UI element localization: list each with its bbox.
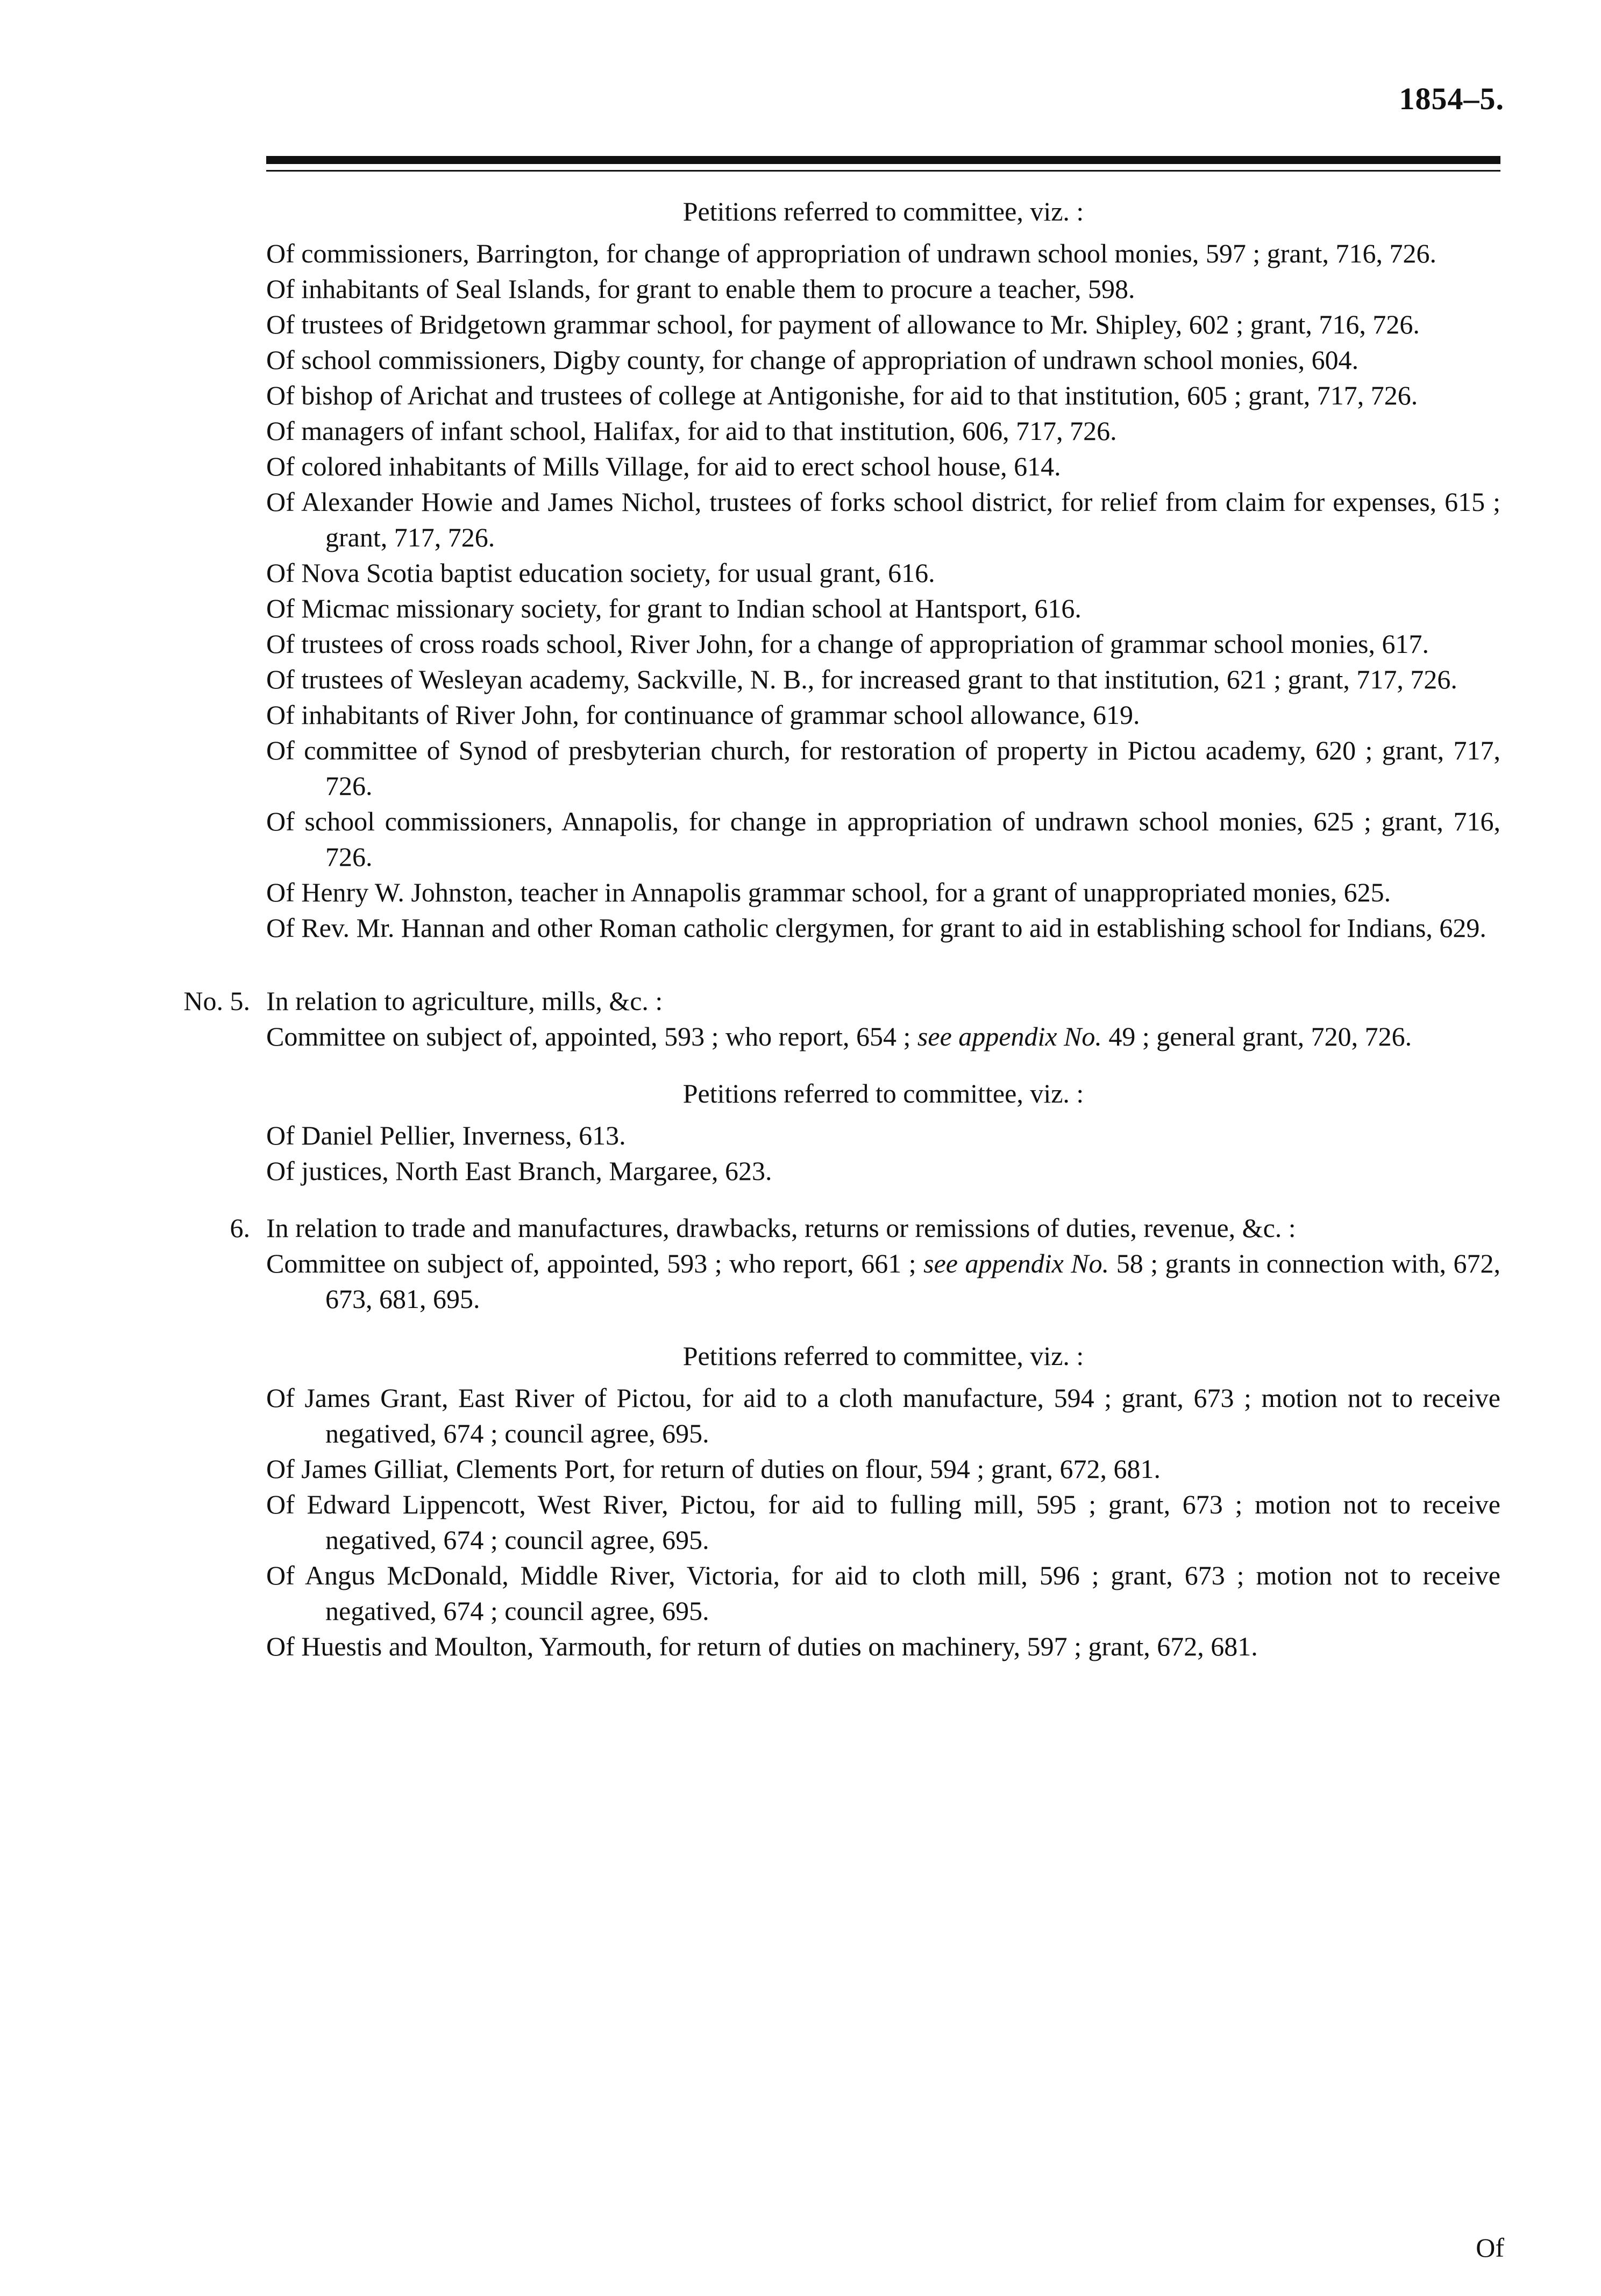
header-rule-thick (266, 156, 1500, 164)
petitions-subhead: Petitions referred to committee, viz. : (682, 196, 1084, 226)
petition-entry: Of committee of Synod of presbyterian church, for restoration of property in Pictou academy, 620 ; grant, 717, 726. (266, 735, 1500, 801)
petition-entry: Of Henry W. Johnston, teacher in Annapolis grammar school, for a grant of unappropriated monies, 625. (266, 877, 1391, 907)
section-number: No. 5. (183, 986, 250, 1016)
appendix-reference: see appendix No. (917, 1021, 1102, 1051)
petition-entry: Of colored inhabitants of Mills Village, for aid to erect school house, 614. (266, 451, 1061, 481)
petition-entry: Of Micmac missionary society, for grant to Indian school at Hantsport, 616. (266, 593, 1081, 623)
petition-entry: Of bishop of Arichat and trustees of college at Antigonishe, for aid to that institution, 605 ; grant, 717, 726. (266, 380, 1418, 410)
committee-line (266, 1019, 1500, 1054)
section-5 (183, 983, 1500, 1189)
petitions-subhead: Petitions referred to committee, viz. : (682, 1341, 1084, 1371)
petition-entry: Of trustees of Bridgetown grammar school, for payment of allowance to Mr. Shipley, 602 ; grant, 716, 726. (266, 309, 1420, 339)
header-rule-thin (266, 170, 1500, 172)
committee-text-continued: 49 ; general grant, 720, 726. (1108, 1021, 1412, 1051)
committee-text: Committee on subject of, appointed, 593 ; who report, 654 ; (266, 1021, 911, 1051)
petitions-subhead: Petitions referred to committee, viz. : (682, 1078, 1084, 1108)
petition-entry: Of Alexander Howie and James Nichol, trustees of forks school district, for relief from claim for expenses, 615 ; grant, 717, 726. (266, 487, 1500, 552)
section-6 (230, 1210, 1501, 1664)
petition-entry: Of James Grant, East River of Pictou, for aid to a cloth manufacture, 594 ; grant, 673 ; motion not to receive negatived, 674 ; council agree, 695. (266, 1383, 1500, 1448)
petition-entry: Of Nova Scotia baptist education society, for usual grant, 616. (266, 558, 935, 588)
catchword: Of (1476, 2233, 1504, 2263)
petition-entry: Of school commissioners, Annapolis, for change in appropriation of undrawn school monies, 625 ; grant, 716, 726. (266, 806, 1500, 872)
section-number: 6. (230, 1213, 250, 1243)
petition-entry: Of Edward Lippencott, West River, Pictou, for aid to fulling mill, 595 ; grant, 673 ; motion not to receive negatived, 674 ; council agree, 695. (266, 1489, 1500, 1555)
petition-entry: Of inhabitants of Seal Islands, for grant to enable them to procure a teacher, 598. (266, 274, 1135, 304)
committee-text-continued: 58 ; grants in connection with, 672, 673, 681, 695. (325, 1248, 1501, 1314)
petition-entry: Of Daniel Pellier, Inverness, 613. (266, 1120, 626, 1150)
petition-entry: Of Angus McDonald, Middle River, Victoria, for aid to cloth mill, 596 ; grant, 673 ; motion not to receive negatived, 674 ; council agree, 695. (266, 1560, 1500, 1626)
petition-entry: Of trustees of Wesleyan academy, Sackville, N. B., for increased grant to that institution, 621 ; grant, 717, 726. (266, 664, 1457, 694)
petition-entry: Of Rev. Mr. Hannan and other Roman catholic clergymen, for grant to aid in establishing school for Indians, 629. (266, 913, 1486, 943)
petition-entry: Of trustees of cross roads school, River John, for a change of appropriation of grammar school monies, 617. (266, 629, 1429, 659)
page-content (183, 188, 1501, 1664)
section-title: In relation to agriculture, mills, &c. : (266, 986, 663, 1016)
petition-entry: Of James Gilliat, Clements Port, for return of duties on flour, 594 ; grant, 672, 681. (266, 1454, 1161, 1484)
appendix-reference: see appendix No. (923, 1248, 1109, 1278)
petition-list (266, 236, 1500, 946)
petition-entry: Of justices, North East Branch, Margaree, 623. (266, 1156, 772, 1186)
petition-entry: Of managers of infant school, Halifax, for aid to that institution, 606, 717, 726. (266, 416, 1117, 446)
petition-entry: Of inhabitants of River John, for continuance of grammar school allowance, 619. (266, 700, 1140, 730)
petition-entry: Of Huestis and Moulton, Yarmouth, for return of duties on machinery, 597 ; grant, 672, 681. (266, 1631, 1258, 1661)
petition-entry: Of school commissioners, Digby county, for change of appropriation of undrawn school monies, 604. (266, 345, 1359, 375)
page-year: 1854–5. (1399, 81, 1504, 116)
section-title: In relation to trade and manufactures, drawbacks, returns or remissions of duties, revenue, &c. : (266, 1213, 1296, 1243)
committee-text: Committee on subject of, appointed, 593 ; who report, 661 ; (266, 1248, 916, 1278)
committee-line (266, 1246, 1500, 1317)
petition-entry: Of commissioners, Barrington, for change of appropriation of undrawn school monies, 597 ; grant, 716, 726. (266, 238, 1436, 268)
